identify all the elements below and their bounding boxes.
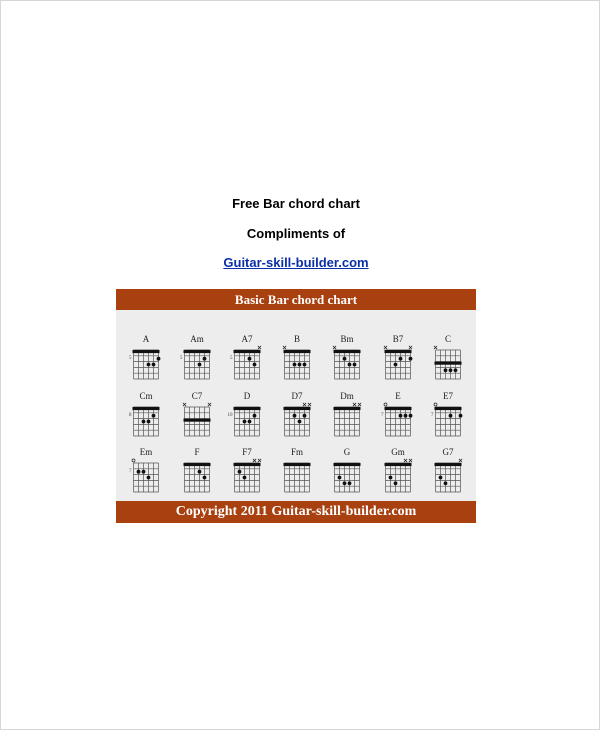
chord-name: Cm [139,391,153,401]
finger-dot [399,357,403,361]
barre-bar [184,463,211,466]
finger-dot [248,420,252,424]
document-subtitle: Compliments of [246,226,346,241]
fret-number: 10 [227,413,233,418]
barre-bar [284,350,311,353]
finger-dot [298,420,302,424]
barre-bar [284,463,311,466]
finger-dot [409,357,413,361]
website-link[interactable]: Guitar-skill-builder.com [223,255,369,270]
finger-dot [444,481,448,485]
finger-dot [449,414,453,418]
open-string-mark [384,403,387,406]
finger-dot [243,420,247,424]
finger-dot [338,476,342,480]
finger-dot [203,357,207,361]
finger-dot [147,420,151,424]
finger-dot [248,357,252,361]
finger-dot [404,414,408,418]
chord-name: F [194,447,200,457]
finger-dot [389,476,393,480]
barre-bar [385,350,412,353]
fret-number: 7 [431,413,434,418]
barre-bar [334,350,361,353]
fret-number: 5 [230,356,233,361]
finger-dot [243,476,247,480]
finger-dot [394,363,398,367]
finger-dot [137,470,141,474]
finger-dot [142,470,146,474]
chord-name: A7 [241,334,253,344]
finger-dot [343,481,347,485]
chord-diagram-grid [116,310,476,501]
chord-name: Dm [340,391,354,401]
document-title: Free Bar chord chart [232,196,360,211]
chord-name: F7 [242,447,252,457]
finger-dot [444,368,448,372]
open-string-mark [132,459,135,462]
barre-bar [385,407,412,410]
finger-dot [449,368,453,372]
chord-name: G7 [442,447,454,457]
finger-dot [147,476,151,480]
finger-dot [293,414,297,418]
barre-bar [184,419,211,422]
chord-name: E7 [443,391,453,401]
finger-dot [142,420,146,424]
finger-dot [409,414,413,418]
barre-bar [234,463,261,466]
finger-dot [399,414,403,418]
finger-dot [348,363,352,367]
barre-bar [435,362,462,365]
finger-dot [348,481,352,485]
chord-name: C [444,334,452,344]
barre-bar [133,407,160,410]
finger-dot [303,363,307,367]
finger-dot [152,363,156,367]
finger-dot [298,363,302,367]
finger-dot [459,414,463,418]
barre-bar [435,463,462,466]
fret-number: 7 [381,413,384,418]
open-string-mark [434,403,437,406]
barre-bar [334,463,361,466]
chord-name: Bm [340,334,354,344]
barre-bar [234,407,261,410]
finger-dot [253,414,257,418]
chord-name: Am [190,334,204,344]
finger-dot [152,414,156,418]
finger-dot [394,481,398,485]
fret-number: 8 [129,413,132,418]
finger-dot [238,470,242,474]
fret-number: 5 [180,356,183,361]
finger-dot [353,363,357,367]
finger-dot [439,476,443,480]
chord-name: A [142,334,150,344]
finger-dot [343,357,347,361]
finger-dot [147,363,151,367]
chord-chart-header: Basic Bar chord chart [116,289,476,310]
finger-dot [303,414,307,418]
finger-dot [198,363,202,367]
finger-dot [454,368,458,372]
finger-dot [253,363,257,367]
chord-name: D7 [291,391,303,401]
chord-name: G [343,447,351,457]
chord-chart-footer: Copyright 2011 Guitar-skill-builder.com [116,501,476,523]
finger-dot [157,357,161,361]
finger-dot [203,476,207,480]
chord-name: Em [139,447,153,457]
barre-bar [284,407,311,410]
finger-dot [293,363,297,367]
chord-name: Fm [290,447,304,457]
chord-name: C7 [191,391,203,401]
barre-bar [435,407,462,410]
chord-name: B [293,334,301,344]
barre-bar [234,350,261,353]
barre-bar [385,463,412,466]
chord-name: Gm [391,447,405,457]
chord-name: E [395,391,401,401]
fret-number: 7 [129,469,132,474]
barre-bar [133,350,160,353]
chord-name: D [243,391,251,401]
barre-bar [334,407,361,410]
chord-chart-image [116,289,476,523]
barre-bar [184,350,211,353]
chord-name: B7 [392,334,404,344]
finger-dot [198,470,202,474]
fret-number: 5 [129,356,132,361]
